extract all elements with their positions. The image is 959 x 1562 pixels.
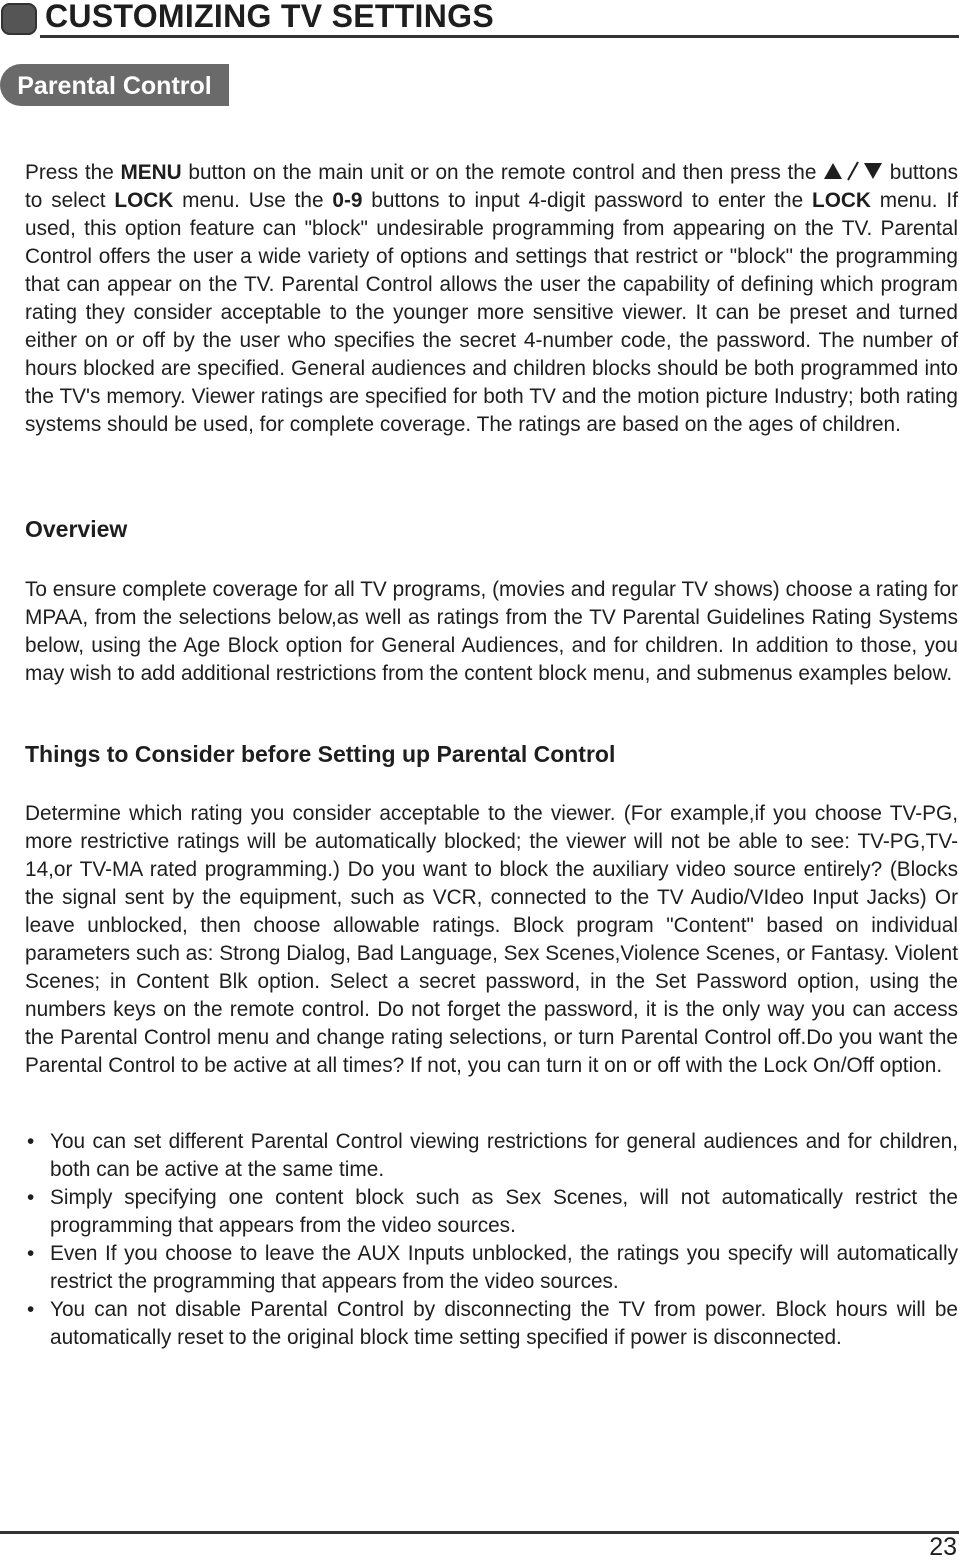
digit-keyword: 0-9 bbox=[332, 189, 363, 212]
intro-text: Press the bbox=[25, 161, 121, 184]
bullet-marker: • bbox=[27, 1298, 35, 1321]
consider-paragraph: Determine which rating you consider acceptable to the viewer. (For example,if you choose TV-PG, more restrictive ratings will be automatically blocked; the viewer will not be able to see: TV-PG,TV-14,or TV-MA rated programming.) Do you want to block the auxiliary video source entirely? (Blocks the signal sent by the equipment, such as VCR, connected to the TV Audio/VIdeo Input Jacks) Or leave unblocked, then choose allowable ratings. Block program "Content" based on individual parameters such as: Strong Dialog, Bad Language, Sex Scenes,Violence Scenes, or Fantasy. Violent Scenes; in Content Blk option. Select a secret password, in the Set Password option, using the numbers keys on the remote control. Do not forget the password, it is the only way you can access the Parental Control menu and change rating selections, or turn Parental Control off.Do you want the Parental Control to be active at all times? If not, you can turn it on or off with the Lock On/Off option. bbox=[25, 802, 958, 1077]
overview-section bbox=[25, 576, 958, 688]
consider-heading: Things to Consider before Setting up Parental Control bbox=[25, 741, 616, 767]
bullet-marker: • bbox=[27, 1186, 35, 1209]
bullet-marker: • bbox=[27, 1130, 35, 1153]
bullet-text: You can not disable Parental Control by disconnecting the TV from power. Block hours will be automatically reset to the original block time setting specified if power is disconnected. bbox=[50, 1298, 958, 1349]
section-tab bbox=[0, 64, 229, 106]
page-number: 23 bbox=[929, 1533, 957, 1561]
header-rule bbox=[40, 35, 959, 38]
lock-keyword: LOCK bbox=[114, 189, 174, 212]
page-header bbox=[0, 0, 959, 40]
intro-paragraph bbox=[25, 159, 958, 439]
list-item bbox=[25, 1240, 958, 1296]
bullet-list bbox=[25, 1128, 958, 1352]
intro-text: menu. Use the bbox=[173, 189, 333, 212]
list-item bbox=[25, 1128, 958, 1184]
up-down-arrow-buttons-icon bbox=[823, 161, 883, 181]
menu-keyword: MENU bbox=[120, 161, 182, 184]
page-title: CUSTOMIZING TV SETTINGS bbox=[45, 0, 494, 34]
bullet-text: Even If you choose to leave the AUX Inputs unblocked, the ratings you specify will automatically restrict the programming that appears from the video sources. bbox=[50, 1242, 958, 1293]
bullet-text: Simply specifying one content block such as Sex Scenes, will not automatically restrict the programming that appears from the video sources. bbox=[50, 1186, 958, 1237]
overview-heading: Overview bbox=[25, 516, 128, 542]
bullet-marker: • bbox=[27, 1242, 35, 1265]
intro-text: buttons to select bbox=[25, 161, 959, 212]
section-tab-label: Parental Control bbox=[17, 72, 212, 100]
section-badge-icon bbox=[1, 3, 37, 35]
overview-paragraph: To ensure complete coverage for all TV programs, (movies and regular TV shows) choose a rating for MPAA, from the selections below,as well as ratings from the TV Parental Guidelines Rating Systems below, using the Age Block option for General Audiences, and for children. In addition to those, you may wish to add additional restrictions from the content block menu, and submenus examples below. bbox=[25, 578, 958, 685]
bullet-text: You can set different Parental Control viewing restrictions for general audiences and for children, both can be active at the same time. bbox=[50, 1130, 958, 1181]
intro-text: menu. If used, this option feature can "block" undesirable programming from appearing on the TV. Parental Control offers the user a wide variety of options and settings that restrict or "block" the programming that can appear on the TV. Parental Control allows the user the capability of defining which program rating they consider acceptable to the younger more sensitive viewer. It can be preset and turned either on or off by the user who specifies the secret 4-number code, the password. The number of hours blocked are specified. General audiences and children blocks should be both programmed into the TV's memory. Viewer ratings are specified for both TV and the motion picture Industry; both rating systems should be used, for complete coverage. The ratings are based on the ages of children. bbox=[25, 189, 958, 436]
list-item bbox=[25, 1296, 958, 1352]
intro-section bbox=[25, 159, 958, 439]
list-item bbox=[25, 1184, 958, 1240]
lock-keyword: LOCK bbox=[812, 189, 871, 212]
bullet-section bbox=[25, 1128, 958, 1352]
intro-text: button on the main unit or on the remote control and then press the bbox=[181, 161, 824, 184]
consider-section bbox=[25, 800, 958, 1080]
footer-rule bbox=[0, 1531, 959, 1534]
intro-text: buttons to input 4-digit password to enter the bbox=[362, 189, 813, 212]
